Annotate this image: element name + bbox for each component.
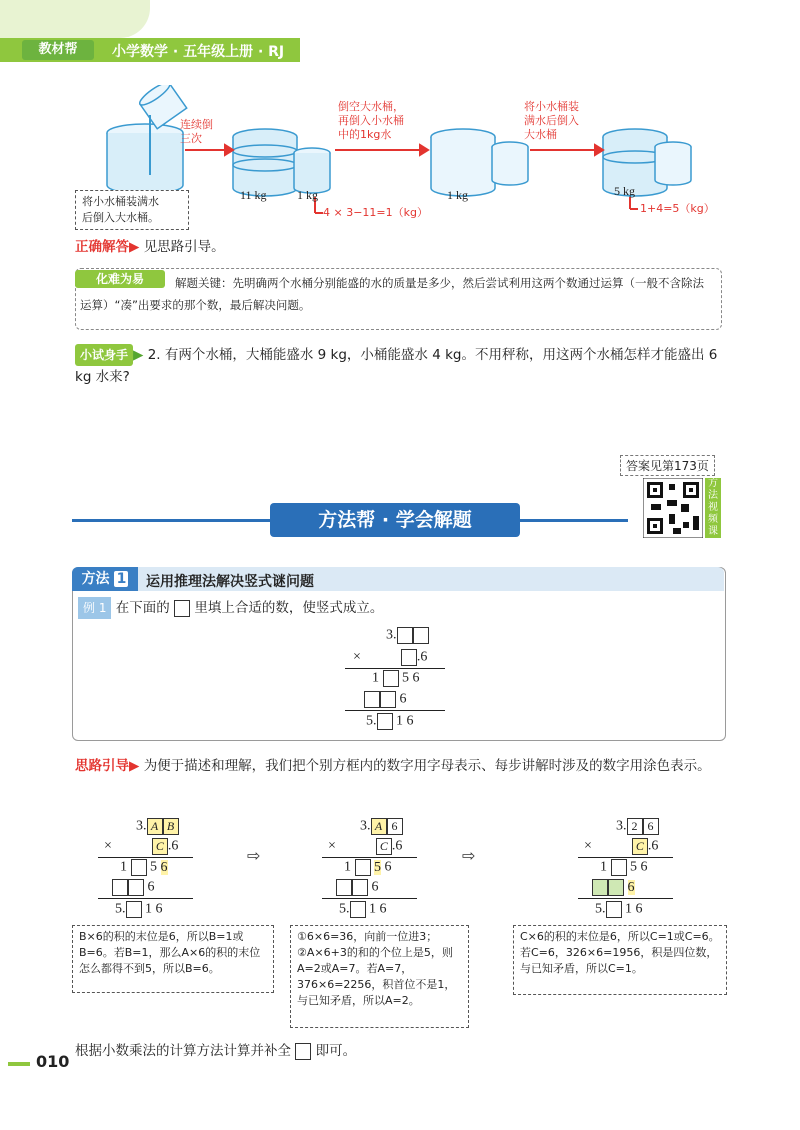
method-tag: 方法 1: [72, 567, 138, 591]
closing-text-a: 根据小数乘法的计算方法计算并补全: [75, 1043, 291, 1059]
start-note: 将小水桶装满水 后倒入大水桶。: [75, 190, 189, 230]
step3-note: 将小水桶装 满水后倒入 大水桶: [524, 100, 579, 141]
s1-row1: 3. A B: [136, 818, 179, 835]
step-arrow-1: ⇨: [247, 846, 261, 865]
example-text-b: 里填上合适的数，使竖式成立。: [194, 600, 384, 616]
vm-row3: 1 5 6: [372, 670, 420, 686]
weight-1kg-b: 1 kg: [447, 188, 468, 202]
s3-row3: 1 5 6: [600, 859, 648, 875]
s3-row2: × C .6: [584, 838, 659, 854]
method-title: 运用推理法解决竖式谜问题: [146, 574, 314, 590]
header-badge: 教材帮: [22, 40, 94, 60]
s3-line-2: [578, 898, 673, 899]
step1-note: 连续倒 三次: [180, 118, 213, 145]
step1-note: B×6的积的末位是6，所以B=1或B=6。若B=1，那么A×6的积的末位怎么都得不到5，所以B=6。: [72, 925, 274, 993]
answer-ref: 答案见第173页: [620, 455, 715, 476]
s2-line-1: [322, 857, 417, 858]
step3-note: C×6的积的末位是6，所以C=1或C=6。若C=6，326×6=1956，积是四位数，与已知矛盾，所以C=1。: [513, 925, 727, 995]
s1-line-1: [98, 857, 193, 858]
s2-row2: × C .6: [328, 838, 403, 854]
blank-box: [174, 600, 190, 617]
s1-row2: × C .6: [104, 838, 179, 854]
qr-side-label: 方法视频课: [705, 478, 721, 538]
tip-text: 解题关键：先明确两个水桶分别能盛的水的质量是多少，然后尝试利用这两个数通过运算（一般不含除法运算）“凑”出要求的那个数，最后解决问题。: [80, 276, 704, 312]
header-title: 小学数学 · 五年级上册 · RJ: [112, 44, 285, 60]
step2-note: 倒空大水桶， 再倒入小水桶 中的1kg水: [338, 100, 404, 141]
banner-line-left: [72, 519, 272, 522]
vm-line-1: [345, 668, 445, 669]
closing-line: [75, 1040, 356, 1062]
tip-label: 化难为易: [75, 270, 165, 288]
guide-line: 思路引导▶ 为便于描述和理解，我们把个别方框内的数字用字母表示、每步讲解时涉及的数字用涂色表示。: [75, 758, 711, 774]
answer-line: 正确解答▶ 见思路引导。: [75, 239, 225, 255]
vm-line-2: [345, 710, 445, 711]
s1-line-2: [98, 898, 193, 899]
vm-row5: 5. 1 6: [366, 713, 414, 729]
calc-2: 1+4=5（kg）: [640, 202, 715, 215]
qr-code[interactable]: [643, 478, 703, 538]
s3-row5: 5. 1 6: [595, 901, 643, 917]
s1-row3: 1 5 6: [120, 859, 168, 875]
s3-line-1: [578, 857, 673, 858]
vm-row2: × .6: [353, 649, 428, 665]
example-tag: 例 1: [78, 597, 111, 619]
section-banner: 方法帮 · 学会解题: [270, 503, 520, 537]
s2-row4: 6: [336, 879, 379, 896]
guide-text: 为便于描述和理解，我们把个别方框内的数字用字母表示、每步讲解时涉及的数字用涂色表示。: [143, 758, 711, 774]
guide-label: 思路引导: [75, 758, 129, 774]
s2-line-2: [322, 898, 417, 899]
practice-line: 小试身手 ▶ 2. 有两个水桶，大桶能盛水 9 kg，小桶能盛水 4 kg。不用秤称，用这两个水桶怎样才能盛出 6 kg 水来?: [75, 344, 725, 388]
s3-row4: 6: [592, 879, 635, 896]
weight-11kg: 11 kg: [240, 188, 267, 202]
weight-5kg: 5 kg: [614, 184, 635, 198]
s1-row5: 5. 1 6: [115, 901, 163, 917]
s2-row5: 5. 1 6: [339, 901, 387, 917]
practice-label: 小试身手: [75, 344, 133, 366]
page-number: 010: [36, 1052, 70, 1071]
weight-1kg-a: 1 kg: [297, 188, 318, 202]
practice-text: 2. 有两个水桶，大桶能盛水 9 kg，小桶能盛水 4 kg。不用秤称，用这两个水桶怎样才能盛出 6 kg 水来?: [75, 347, 718, 385]
vm-row1: 3.: [386, 627, 429, 644]
calc-1: 4 × 3−11=1（kg）: [323, 206, 428, 219]
example-text-a: 在下面的: [115, 600, 170, 616]
answer-label: 正确解答: [75, 239, 129, 255]
s2-row1: 3. A 6: [360, 818, 403, 835]
closing-box: [295, 1043, 311, 1060]
closing-text-b: 即可。: [315, 1043, 357, 1059]
step2-note: ①6×6=36，向前一位进3；②A×6+3的和的个位上是5，则A=2或A=7。若A=7，376×6=2256，积首位不是1，与已知矛盾，所以A=2。: [290, 925, 469, 1028]
s2-row3: 1 5 6: [344, 859, 392, 875]
vm-row4: 6: [364, 691, 407, 708]
banner-line-right: [518, 519, 628, 522]
s1-row4: 6: [112, 879, 155, 896]
step-arrow-2: ⇨: [462, 846, 476, 865]
page-dash: [8, 1062, 30, 1066]
example-line: [78, 597, 383, 619]
answer-text: 见思路引导。: [143, 239, 225, 255]
s3-row1: 3. 2 6: [616, 818, 659, 835]
header-tab: [0, 0, 150, 38]
